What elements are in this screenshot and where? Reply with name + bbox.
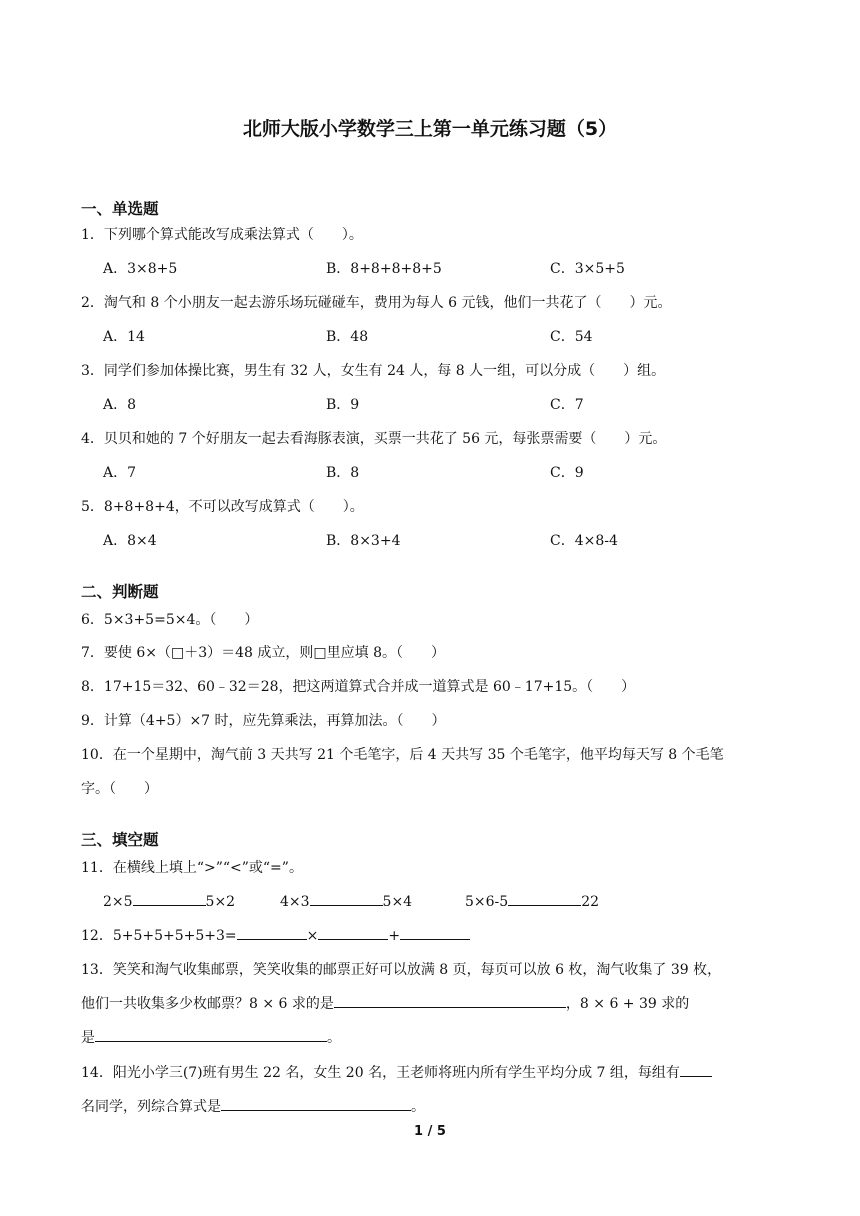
question-12 [81, 925, 470, 945]
question-8: 8．17+15＝32、60﹣32＝28，把这两道算式合并成一道算式是 60﹣17+15。（ ） [81, 679, 636, 695]
q12-plus-sign: + [388, 928, 401, 944]
question-9: 9．计算（4+5）×7 时，应先算乘法，再算加法。（ ） [81, 713, 446, 729]
section-heading-fill-blank: 三、填空题 [81, 831, 159, 849]
q14-line-1-text: 14．阳光小学三(7)班有男生 22 名，女生 20 名，王老师将班内所有学生平均分成 7 组，每组有 [81, 1065, 680, 1081]
q2-option-a: A．14 [103, 329, 145, 345]
q11-item-1-left: 2×5 [103, 894, 133, 910]
q11-item-1 [103, 891, 235, 910]
q5-option-b: B．8×3+4 [326, 533, 401, 549]
q12-times-sign: × [306, 928, 319, 944]
q4-option-b: B．8 [326, 465, 360, 481]
page-number: 1 / 5 [414, 1124, 446, 1139]
question-6: 6．5×3+5=5×4。（ ） [81, 612, 259, 628]
q1-option-b: B．8+8+8+8+5 [326, 261, 442, 277]
question-13-line-1: 13．笑笑和淘气收集邮票，笑笑收集的邮票正好可以放满 8 页，每页可以放 6 枚，淘气收集了 39 枚， [81, 962, 722, 978]
answer-blank[interactable] [95, 1027, 327, 1042]
answer-blank[interactable] [680, 1062, 712, 1077]
question-3: 3．同学们参加体操比赛，男生有 32 人，女生有 24 人，每 8 人一组，可以分成（ ）组。 [81, 363, 666, 379]
q3-option-a: A．8 [103, 397, 137, 413]
question-14-line-2 [81, 1096, 425, 1116]
q11-item-2-left: 4×3 [280, 894, 310, 910]
answer-blank[interactable] [318, 925, 388, 940]
section-heading-single-choice: 一、单选题 [81, 200, 159, 218]
q4-option-a: A．7 [103, 465, 137, 481]
answer-blank[interactable] [334, 993, 566, 1008]
question-1: 1．下列哪个算式能改写成乘法算式（ ）。 [81, 227, 363, 243]
page-title: 北师大版小学数学三上第一单元练习题（5） [242, 118, 618, 140]
question-4: 4．贝贝和她的 7 个好朋友一起去看海豚表演，买票一共花了 56 元，每张票需要（ ）元。 [81, 431, 667, 447]
q12-prefix: 12．5+5+5+5+5+3= [81, 928, 237, 944]
q1-option-a: A．3×8+5 [103, 261, 178, 277]
question-10-line-2: 字。（ ） [81, 781, 158, 797]
q14-line-2-tail: 。 [411, 1099, 425, 1115]
q13-line-2-text: 他们一共收集多少枚邮票？8 × 6 求的是 [81, 996, 334, 1012]
q3-option-c: C．7 [550, 397, 584, 413]
question-13-line-3 [81, 1027, 341, 1047]
q13-line-3-text: 是 [81, 1030, 95, 1046]
answer-blank[interactable] [221, 1096, 411, 1111]
answer-blank[interactable] [310, 891, 383, 906]
question-11: 11．在横线上填上“>”“<”或“=”。 [81, 860, 303, 876]
q14-line-2-text: 名同学，列综合算式是 [81, 1099, 221, 1115]
answer-blank[interactable] [508, 891, 581, 906]
q4-option-c: C．9 [550, 465, 584, 481]
answer-blank[interactable] [133, 891, 206, 906]
question-7: 7．要使 6×（□＋3）＝48 成立，则□里应填 8。（ ） [81, 645, 445, 661]
q2-option-c: C．54 [550, 329, 593, 345]
q11-item-2 [280, 891, 412, 910]
question-2: 2．淘气和 8 个小朋友一起去游乐场玩碰碰车，费用为每人 6 元钱，他们一共花了（ ）元。 [81, 295, 672, 311]
question-10-line-1: 10．在一个星期中，淘气前 3 天共写 21 个毛笔字，后 4 天共写 35 个毛笔字，他平均每天写 8 个毛笔 [81, 747, 724, 763]
q11-item-2-right: 5×4 [382, 894, 413, 910]
q13-line-3-tail: 。 [327, 1030, 341, 1046]
question-13-line-2 [81, 993, 689, 1013]
q3-option-b: B．9 [326, 397, 360, 413]
q5-option-a: A．8×4 [103, 533, 157, 549]
section-heading-true-false: 二、判断题 [81, 583, 159, 601]
answer-blank[interactable] [400, 925, 470, 940]
q11-item-3-left: 5×6-5 [465, 894, 509, 910]
q13-line-2-tail: ，8 × 6 + 39 求的 [565, 996, 690, 1012]
q11-item-3-right: 22 [581, 894, 600, 910]
answer-blank[interactable] [237, 925, 307, 940]
q11-item-1-right: 5×2 [205, 894, 236, 910]
question-5: 5．8+8+8+4，不可以改写成算式（ ）。 [81, 499, 364, 515]
q5-option-c: C．4×8-4 [550, 533, 618, 549]
q11-item-3 [465, 891, 599, 910]
q2-option-b: B．48 [326, 329, 369, 345]
question-14-line-1 [81, 1062, 712, 1082]
q1-option-c: C．3×5+5 [550, 261, 625, 277]
